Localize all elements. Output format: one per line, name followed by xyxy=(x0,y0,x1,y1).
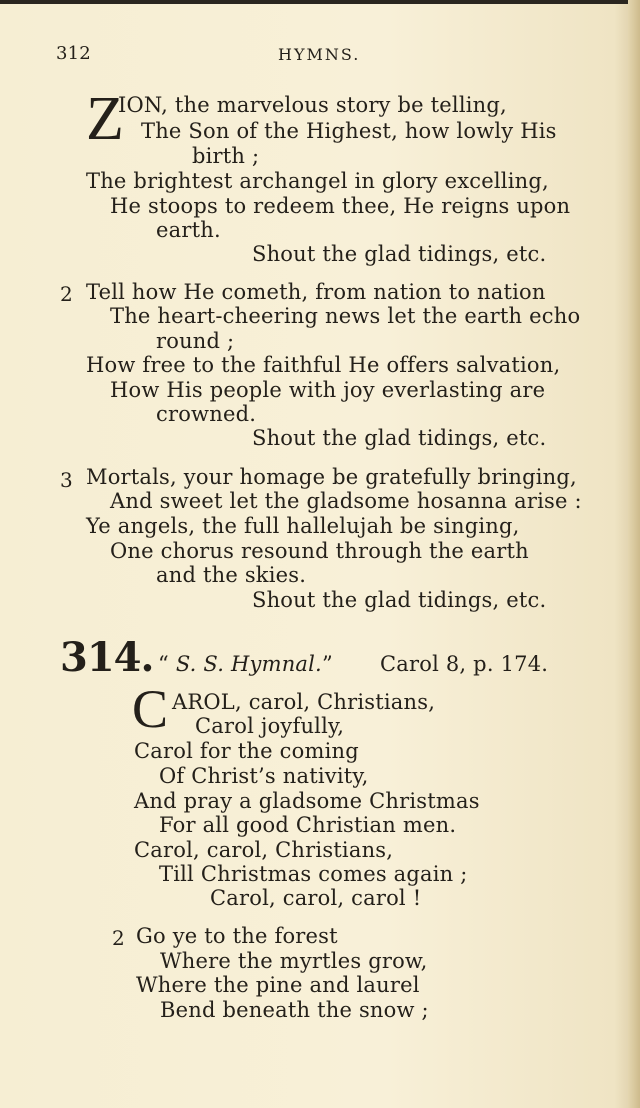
verse-line: Carol, carol, carol ! xyxy=(210,886,422,910)
verse-line: How His people with joy everlasting are xyxy=(110,378,546,402)
source-title: S. S. Hymnal. xyxy=(175,652,322,676)
tune-reference: Carol 8, p. 174. xyxy=(380,652,549,676)
verse-line: Carol joyfully, xyxy=(195,714,345,738)
verse-line: Of Christ’s nativity, xyxy=(159,764,369,788)
verse-line: birth ; xyxy=(192,144,260,168)
verse-line: and the skies. xyxy=(156,563,307,587)
verse-line: Go ye to the forest xyxy=(136,924,338,948)
verse-line: ION, the marvelous story be telling, xyxy=(118,93,507,117)
verse-line: Where the myrtles grow, xyxy=(160,949,428,973)
open-quote: “ xyxy=(158,652,169,676)
verse-line: Mortals, your homage be gratefully bringing, xyxy=(86,465,577,489)
verse-line: Carol for the coming xyxy=(134,739,359,763)
verse-line: How free to the faithful He offers salvation, xyxy=(86,353,561,377)
verse-line: AROL, carol, Christians, xyxy=(172,690,436,714)
running-title: HYMNS. xyxy=(278,45,361,64)
verse-line: earth. xyxy=(156,218,221,242)
page-edge xyxy=(628,0,640,1108)
verse-line: And sweet let the gladsome hosanna arise : xyxy=(110,489,582,513)
verse-line: For all good Christian men. xyxy=(159,813,457,837)
verse-line: Where the pine and laurel xyxy=(136,973,420,997)
verse-line: The brightest archangel in glory excelling, xyxy=(86,169,549,193)
verse-line: The heart-cheering news let the earth echo xyxy=(110,304,581,328)
drop-cap-z: Z xyxy=(86,85,124,153)
verse-line: Bend beneath the snow ; xyxy=(160,998,429,1022)
drop-cap-c: C xyxy=(132,679,169,739)
hymn-number: 314. xyxy=(60,634,154,681)
top-rule xyxy=(0,0,640,4)
verse-line: He stoops to redeem thee, He reigns upon xyxy=(110,194,571,218)
verse-line: The Son of the Highest, how lowly His xyxy=(141,119,557,143)
verse-line: One chorus resound through the earth xyxy=(110,539,529,563)
verse-line: crowned. xyxy=(156,402,257,426)
verse-line: Till Christmas comes again ; xyxy=(159,862,468,886)
verse-line: Ye angels, the full hallelujah be singing, xyxy=(86,514,520,538)
verse-number: 3 xyxy=(60,468,73,492)
verse-line: And pray a gladsome Christmas xyxy=(134,789,480,813)
refrain-line: Shout the glad tidings, etc. xyxy=(252,426,547,450)
hymn-source xyxy=(158,652,333,676)
verse-line: Carol, carol, Christians, xyxy=(134,838,394,862)
verse-number: 2 xyxy=(112,926,125,950)
refrain-line: Shout the glad tidings, etc. xyxy=(252,242,547,266)
refrain-line: Shout the glad tidings, etc. xyxy=(252,588,547,612)
page-number: 312 xyxy=(56,43,91,64)
verse-number: 2 xyxy=(60,282,73,306)
verse-line: round ; xyxy=(156,329,235,353)
verse-line: Tell how He cometh, from nation to nation xyxy=(86,280,546,304)
close-quote: ” xyxy=(321,652,333,676)
